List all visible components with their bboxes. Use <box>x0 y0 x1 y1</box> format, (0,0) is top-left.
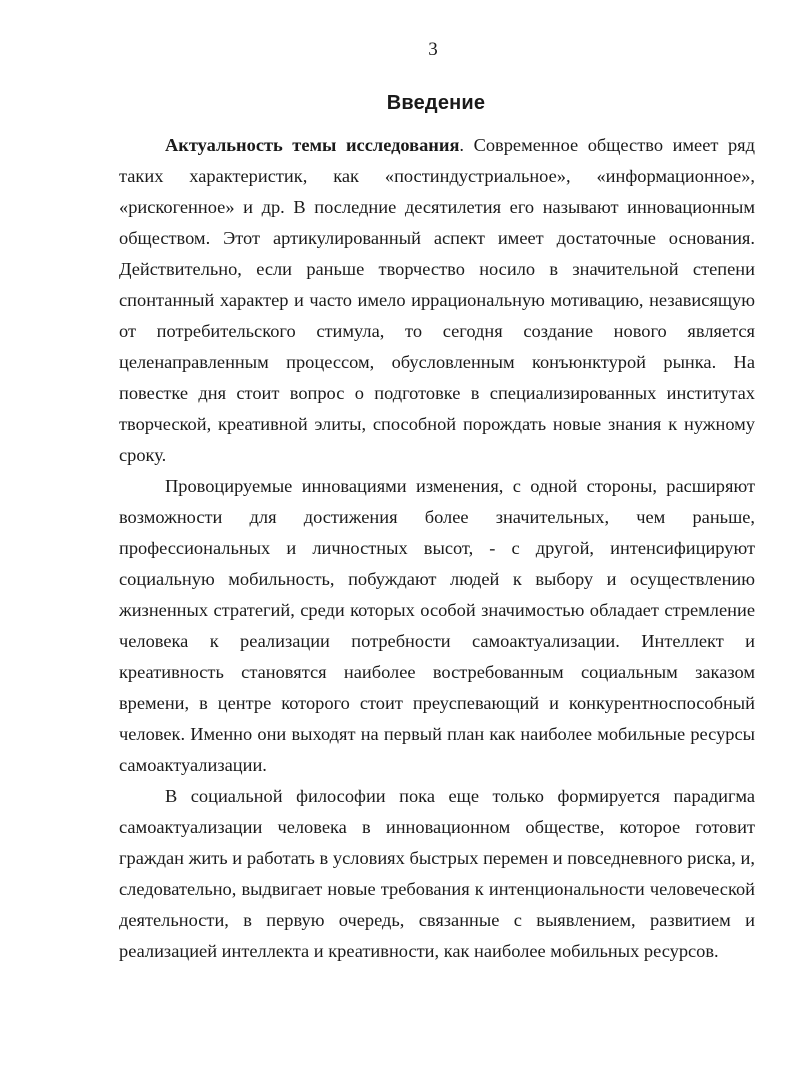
paragraph-social-philosophy: В социальной философии пока еще только формируется парадигма самоактуализации человека в инновационном обществе, которое готовит граждан жить и работать в условиях быстрых перемен и повседневного риска, и, следовательно, выдвигает новые требования к интенциональности человеческой деятельности, в первую очередь, связанные с выявлением, развитием и реализацией интеллекта и креативности, как наиболее мобильных ресурсов. <box>119 786 755 961</box>
paragraph-relevance <box>119 130 755 471</box>
body-text <box>119 130 755 967</box>
section-title: Введение <box>386 92 486 114</box>
page-number: 3 <box>428 39 438 60</box>
paragraph-text: . Современное общество имеет ряд таких характеристик, как «постиндустриальное», «информационное», «рискогенное» и др. В последние десятилетия его называют инновационным обществом. Этот артикулированный аспект имеет достаточные основания. Действительно, если раньше творчество носило в значительной степени спонтанный характер и часто имело иррациональную мотивацию, независящую от потребительского стимула, то сегодня создание нового является целенаправленным процессом, обусловленным конъюнктурой рынка. На повестке дня стоит вопрос о подготовке в специализированных институтах творческой, креативной элиты, способной порождать новые знания к нужному сроку. <box>119 135 755 465</box>
paragraph-innovation-changes: Провоцируемые инновациями изменения, с одной стороны, расширяют возможности для достижения более значительных, чем раньше, профессиональных и личностных высот, - с другой, интенсифицируют социальную мобильность, побуждают людей к выбору и осуществлению жизненных стратегий, среди которых особой значимостью обладает стремление человека к реализации потребности самоактуализации. Интеллект и креативность становятся наиболее востребованным социальным заказом времени, в центре которого стоит преуспевающий и конкурентноспособный человек. Именно они выходят на первый план как наиболее мобильные ресурсы самоактуализации. <box>119 476 755 775</box>
paragraph-lead-heading: Актуальность темы исследования <box>165 135 460 155</box>
